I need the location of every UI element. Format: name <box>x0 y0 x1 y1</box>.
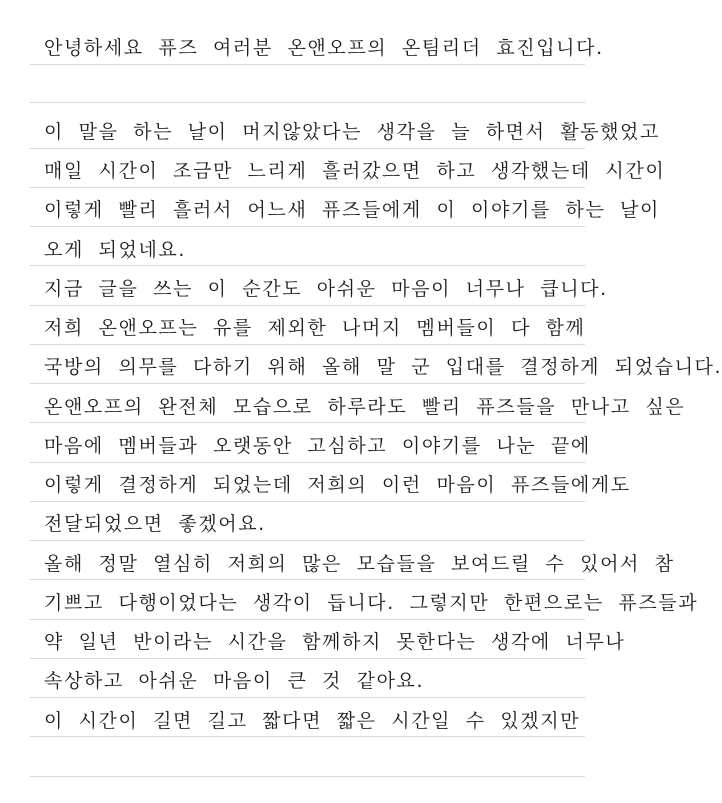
letter-line: 저희 온앤오프는 유를 제외한 나머지 멤버들이 다 함께 <box>44 317 586 339</box>
ruled-line <box>30 697 585 698</box>
letter-line: 이렇게 빨리 흘러서 어느새 퓨즈들에게 이 이야기를 하는 날이 <box>44 199 660 221</box>
ruled-line <box>30 540 585 541</box>
ruled-line <box>30 383 585 384</box>
letter-line: 전달되었으면 좋겠어요. <box>44 513 266 535</box>
letter-line: 마음에 멤버들과 오랫동안 고심하고 이야기를 나눈 끝에 <box>44 435 591 457</box>
letter-line: 이 말을 하는 날이 머지않았다는 생각을 늘 하면서 활동했었고 <box>44 121 660 143</box>
letter-line: 안녕하세요 퓨즈 여러분 온앤오프의 온팀리더 효진입니다. <box>44 37 604 59</box>
ruled-line <box>30 658 585 659</box>
letter-line: 지금 글을 쓰는 이 순간도 아쉬운 마음이 너무나 큽니다. <box>44 278 608 300</box>
ruled-line <box>30 148 585 149</box>
ruled-line <box>30 579 585 580</box>
ruled-line <box>30 344 585 345</box>
ruled-line <box>30 422 585 423</box>
ruled-line <box>30 619 585 620</box>
letter-line: 온앤오프의 완전체 모습으로 하루라도 빨리 퓨즈들을 만나고 싶은 <box>44 396 686 418</box>
letter-line: 이렇게 결정하게 되었는데 저희의 이런 마음이 퓨즈들에게도 <box>44 474 631 496</box>
ruled-line <box>30 265 585 266</box>
letter-line: 오게 되었네요. <box>44 239 187 261</box>
ruled-line <box>30 776 585 777</box>
letter-line: 기쁘고 다행이었다는 생각이 듭니다. 그렇지만 한편으로는 퓨즈들과 <box>44 592 699 614</box>
ruled-line <box>30 462 585 463</box>
ruled-line <box>30 226 585 227</box>
letter-line: 이 시간이 길면 길고 짧다면 짧은 시간일 수 있겠지만 <box>44 710 581 732</box>
ruled-line <box>30 102 585 103</box>
ruled-line <box>30 305 585 306</box>
letter-line: 약 일년 반이라는 시간을 함께하지 못한다는 생각에 너무나 <box>44 631 626 653</box>
letter-line: 속상하고 아쉬운 마음이 큰 것 같아요. <box>44 670 425 692</box>
letter-line: 매일 시간이 조금만 느리게 흘러갔으면 하고 생각했는데 시간이 <box>44 160 666 182</box>
letter-line: 국방의 의무를 다하기 위해 올해 말 군 입대를 결정하게 되었습니다. <box>44 356 722 378</box>
letter-line: 올해 정말 열심히 저희의 많은 모습들을 보여드릴 수 있어서 참 <box>44 553 675 575</box>
ruled-line <box>30 64 585 65</box>
ruled-line <box>30 736 585 737</box>
ruled-line <box>30 187 585 188</box>
ruled-line <box>30 501 585 502</box>
